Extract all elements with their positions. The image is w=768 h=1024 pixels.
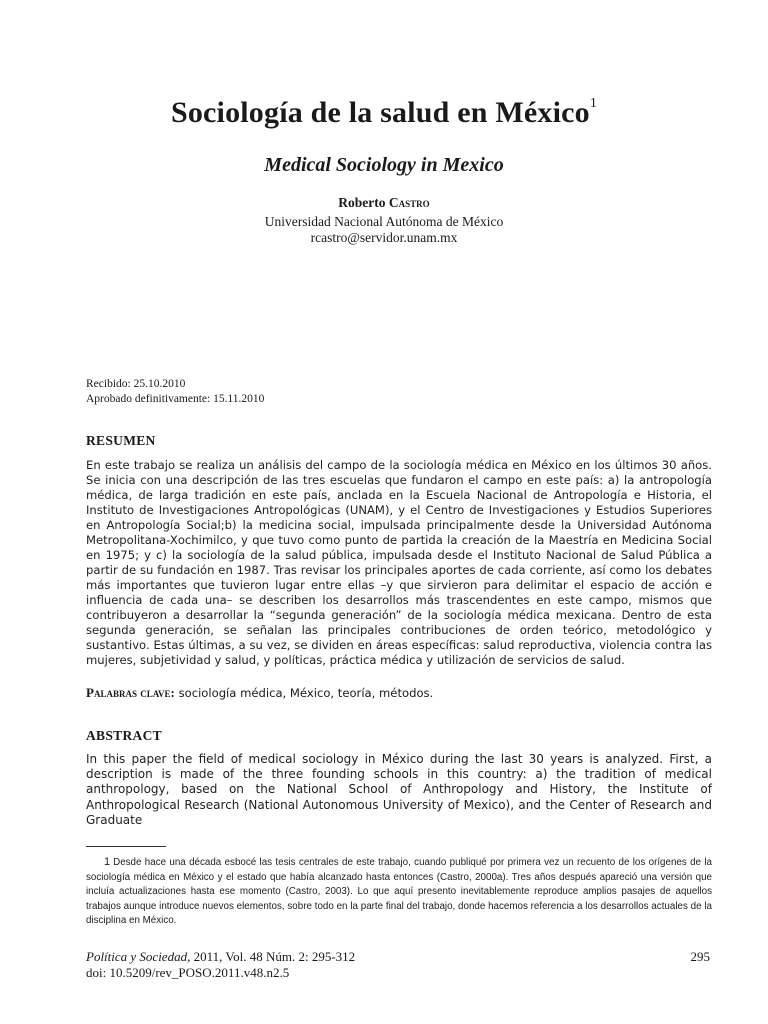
author-email[interactable]: rcastro@servidor.unam.mx — [310, 230, 458, 245]
title-footnote-mark[interactable]: 1 — [589, 96, 598, 111]
author-first-name: Roberto — [338, 195, 386, 210]
author-last-name: Castro — [388, 195, 430, 210]
journal-citation — [86, 949, 355, 981]
journal-name: Política y Sociedad — [86, 949, 188, 964]
footnote — [86, 855, 712, 929]
journal-details: , 2011, Vol. 48 Núm. 2: 295-312 — [187, 949, 356, 964]
footnote-number: 1 — [104, 856, 111, 868]
page-number: 295 — [690, 949, 710, 964]
author-name — [0, 195, 768, 211]
article-dates — [86, 377, 264, 407]
author-affiliation — [0, 214, 768, 246]
abstract-body: In this paper the field of medical sociology in México during the last 30 years is analyzed. First, a description is made of the three founding schools in this country: a) the tradition of medical anthropology, based on the National School of Anthropology and History, the Institute of Anthropological Research (National Autonomous University of Mexico), and the Center of Research and Graduate — [86, 752, 712, 827]
footnote-divider — [86, 846, 166, 847]
resumen-body: En este trabajo se realiza un análisis del campo de la sociología médica en México en los últimos 30 años. Se inicia con una descripción de las tres escuelas que fundaron el campo en este país: a) la antropología médica, de larga tradición en este país, anclada en la Escuela Nacional de Antropología e Historia, el Instituto de Investigaciones Antropológicas (UNAM), y el Centro de Investigaciones y Estudios Superiores en Antropología Social;b) la medicina social, impulsada principalmente desde la Universidad Autónoma Metropolitana-Xochimilco, y que tuvo como punto de partida la creación de la Maestría en Medicina Social en 1975; y c) la sociología de la salud pública, impulsada desde el Instituto Nacional de Salud Pública a partir de su fundación en 1987. Tras revisar los principales aportes de cada corriente, así como los debates más importantes que tuvieron lugar entre ellas –y que sirvieron para delimitar el espacio de acción e influencia de cada una– se describen los desarrollos más trascendentes en este campo, mismos que contribuyeron a desarrollar la “segunda generación” de la sociología médica mexicana. Dentro de esta segunda generación, se señalan las principales contribuciones de orden teórico, metodológico y sustantivo. Estas últimas, a su vez, se dividen en áreas específicas: salud reproductiva, violencia contra las mujeres, subjetividad y salud, y políticas, práctica médica y utilización de servicios de salud. — [86, 458, 712, 667]
keywords-list: sociología médica, México, teoría, métodos. — [178, 686, 434, 700]
article-title — [0, 96, 768, 130]
keywords — [86, 685, 712, 701]
doi[interactable]: doi: 10.5209/rev_POSO.2011.v48.n2.5 — [86, 965, 290, 980]
article-title-text: Sociología de la salud en México — [170, 96, 590, 129]
received-date: Recibido: 25.10.2010 — [86, 378, 186, 390]
abstract-heading: ABSTRACT — [86, 728, 162, 743]
article-subtitle: Medical Sociology in Mexico — [264, 154, 504, 176]
approved-date: Aprobado definitivamente: 15.11.2010 — [86, 393, 265, 405]
footnote-text: Desde hace una década esbocé las tesis centrales de este trabajo, cuando publiqué por primera vez un recuento de los orígenes de la sociología médica en México y el estado que había alcanzado hasta entonces (Castro, 2000a). Tres años después apareció una versión que incluía actualizaciones hasta ese momento (Castro, 2003). Lo que aquí presento inevitablemente reproduce amplios pasajes de aquellos trabajos aunque introduce nuevos elementos, sobre todo en la parte final del trabajo, donde hacemos referencia a los desarrollos actuales de la disciplina en México. — [86, 857, 712, 926]
resumen-heading: RESUMEN — [86, 433, 156, 448]
author-institution: Universidad Nacional Autónoma de México — [264, 214, 504, 229]
keywords-label: Palabras clave: — [86, 685, 175, 700]
